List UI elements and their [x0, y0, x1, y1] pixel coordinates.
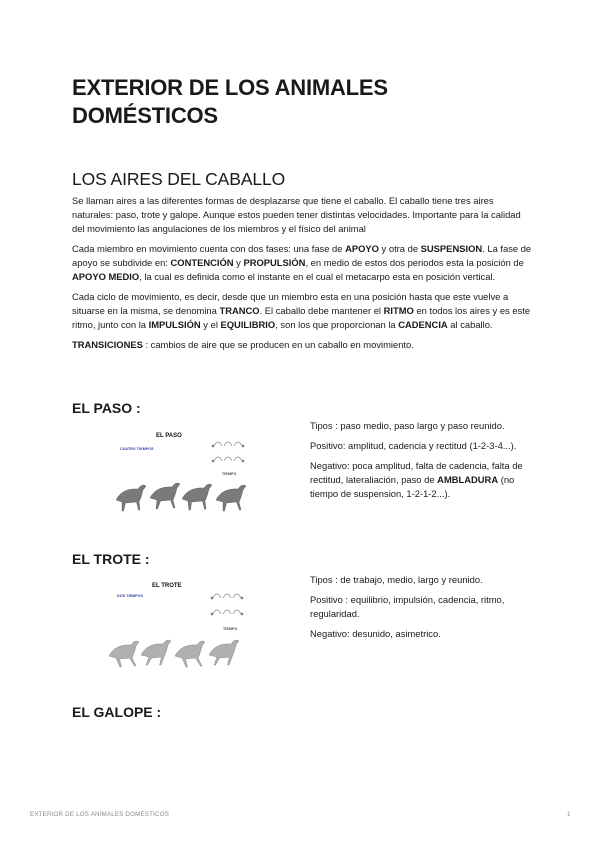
paso-figure-sub: CUATRO TIEMPOS: [120, 447, 154, 451]
intro-paragraph-ciclo: Cada ciclo de movimiento, es decir, desde que un miembro esta en una posición hasta que este vuelve a situarse en la misma, se denomina TRANCO. El caballo debe mantener el RITMO en todos los aires y es este ritmo, junto con la IMPULSIÓN y el EQUILIBRIO, son los que proporcionan la CADENCIA al caballo.: [72, 291, 531, 330]
footer-page-number: 1: [567, 811, 571, 818]
intro-paragraph-fases: Cada miembro en movimiento cuenta con dos fases: una fase de APOYO y otra de SUSPENSION. La fase de apoyo se subdivide en: CONTENCIÓN y PROPULSIÓN, en medio de estos dos periodos esta la posición de APOYO MEDIO, la cual es definida como el instante en el cual el metacarpo esta en posición vertical.: [72, 243, 532, 282]
horse-silhouettes-icon: [116, 483, 246, 511]
paso-negativo: Negativo: poca amplitud, falta de cadencia, falta de rectitud, lateraliación, paso de AMBLADURA (no tiempo de suspension, 1-2-1-2...).: [310, 460, 523, 499]
intro-text: [72, 194, 532, 358]
trote-details: [310, 573, 532, 647]
paso-details: [310, 419, 532, 507]
intro-paragraph-aires: Se llaman aires a las diferentes formas de desplazarse que tiene el caballo. El caballo tiene tres aires naturales: paso, trote y galope. Aunque estos pueden tener distintas velocidades. Importante para la calidad del movimiento las angulaciones de los miembros y el físico del animal: [72, 195, 521, 234]
paso-figure-caption: TIEMPO: [222, 472, 237, 476]
section-title: LOS AIRES DEL CABALLO: [72, 169, 286, 189]
paso-title: EL PASO :: [72, 400, 141, 416]
paso-figure: [110, 428, 260, 520]
paso-tipos: Tipos : paso medio, paso largo y paso reunido.: [310, 420, 505, 431]
paso-gait-illustration: [110, 428, 260, 520]
trote-figure-caption: TIEMPO: [223, 627, 238, 631]
horse-silhouettes-icon: [109, 640, 239, 667]
trote-negativo: Negativo: desunido, asimetrico.: [310, 628, 441, 639]
trote-figure: [105, 578, 260, 673]
trote-figure-sub: DOS TIEMPOS: [117, 594, 144, 598]
trote-positivo: Positivo : equilibrio, impulsión, cadencia, ritmo, regularidad.: [310, 594, 505, 619]
trote-figure-label: EL TROTE: [152, 583, 182, 589]
trote-title: EL TROTE :: [72, 551, 150, 567]
footfall-arcs-icon: [212, 442, 244, 462]
intro-paragraph-transiciones: TRANSICIONES : cambios de aire que se producen en un caballo en movimiento.: [72, 339, 414, 350]
galope-title: EL GALOPE :: [72, 704, 162, 720]
trote-tipos: Tipos : de trabajo, medio, largo y reunido.: [310, 574, 483, 585]
paso-positivo: Positivo: amplitud, cadencia y rectitud (1-2-3-4...).: [310, 440, 517, 451]
trote-gait-illustration: [105, 578, 260, 673]
document-title: EXTERIOR DE LOS ANIMALES DOMÉSTICOS: [72, 75, 388, 128]
footfall-arcs-icon: [211, 594, 243, 615]
paso-figure-label: EL PASO: [156, 433, 182, 439]
footer-document-title: EXTERIOR DE LOS ANIMALES DOMÉSTICOS: [30, 811, 170, 818]
